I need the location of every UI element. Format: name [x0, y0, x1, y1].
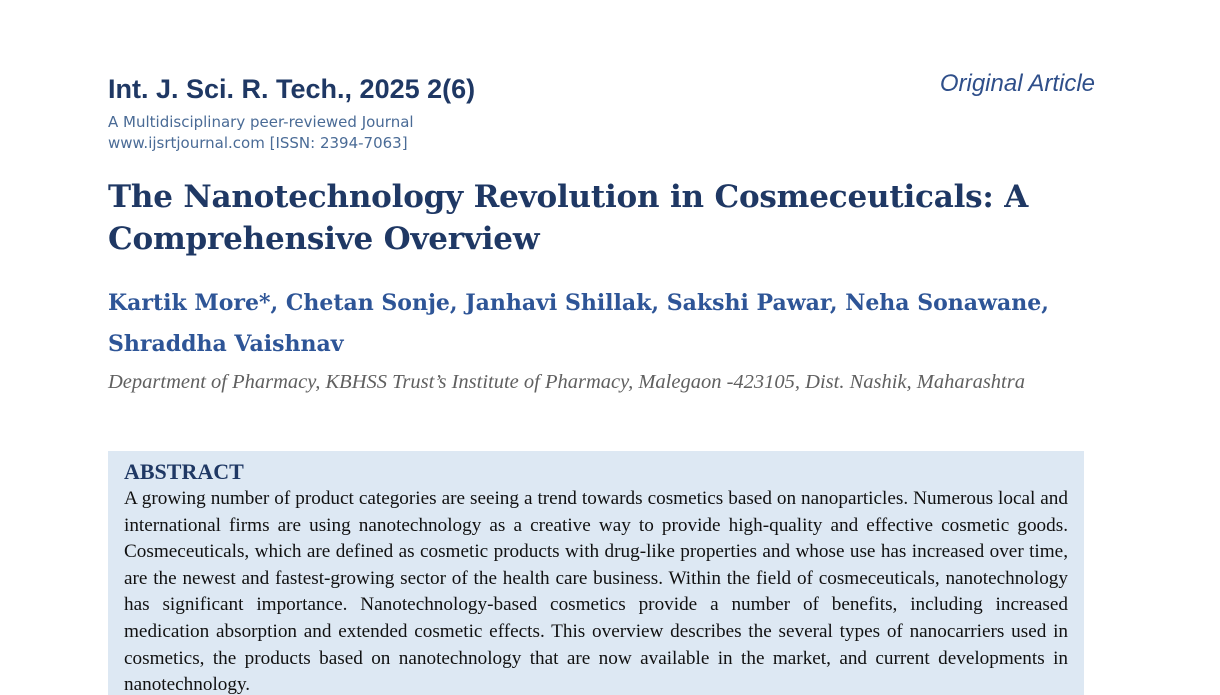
author-list: Kartik More*, Chetan Sonje, Janhavi Shillak, Sakshi Pawar, Neha Sonawane, Shraddha Vaishnav: [108, 290, 1049, 357]
paper-title: The Nanotechnology Revolution in Cosmeceuticals: A Comprehensive Overview: [108, 179, 1029, 257]
abstract-section: [108, 451, 1084, 695]
abstract-heading: ABSTRACT: [124, 459, 244, 484]
journal-website: www.ijsrtjournal.com [ISSN: 2394-7063]: [108, 134, 408, 152]
journal-title: Int. J. Sci. R. Tech., 2025 2(6): [108, 74, 476, 104]
abstract-text: A growing number of product categories are seeing a trend towards cosmetics based on nanoparticles. Numerous local and international firms are using nanotechnology as a creative way to provide high-quality and effective cosmetic goods. Cosmeceuticals, which are defined as cosmetic products with drug-like properties and whose use has increased over time, are the newest and fastest-growing sector of the health care business. Within the field of cosmeceuticals, nanotechnology has significant importance. Nanotechnology-based cosmetics provide a number of benefits, including increased medication absorption and extended cosmetic effects. This overview describes the several types of nanocarriers used in cosmetics, the products based on nanotechnology that are now available in the market, and current developments in nanotechnology.: [124, 488, 1068, 695]
journal-subtitle: A Multidisciplinary peer-reviewed Journal: [108, 113, 414, 131]
article-type-label: Original Article: [939, 70, 1095, 97]
author-affiliation: Department of Pharmacy, KBHSS Trust’s Institute of Pharmacy, Malegaon -423105, Dist. Nashik, Maharashtra: [108, 371, 1025, 393]
